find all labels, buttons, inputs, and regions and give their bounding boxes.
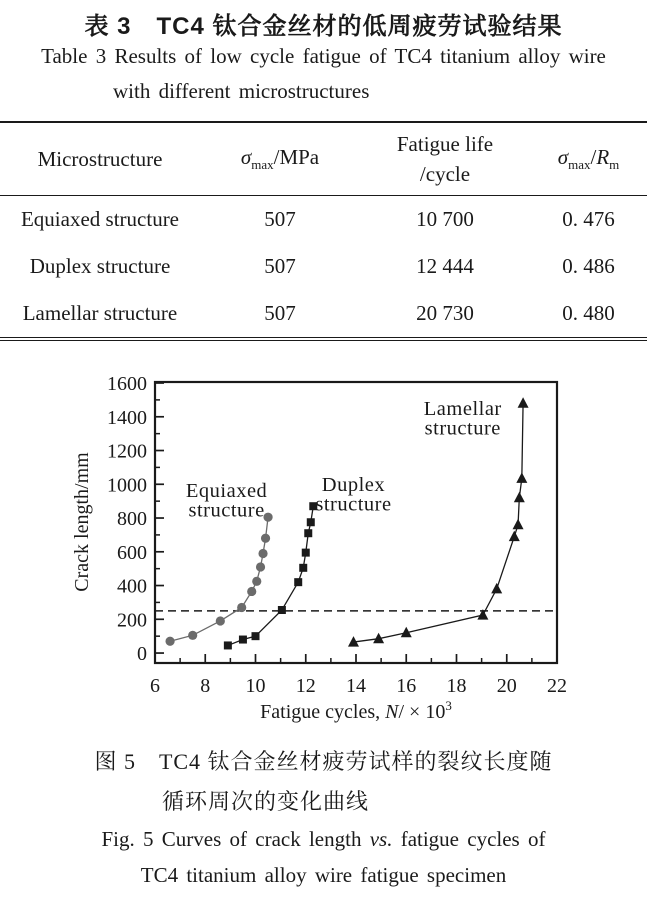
triangle-marker [509, 531, 520, 542]
cell-ratio: 0. 480 [562, 301, 615, 325]
cell-microstructure: Lamellar structure [22, 301, 178, 325]
table-title-en-line1: Table 3 Results of low cycle fatigue of TC4 titanium alloy wire [41, 44, 606, 68]
header-microstructure: Microstructure [37, 146, 163, 171]
figure-caption-zh-line2: 循环周次的变化曲线 [162, 789, 370, 814]
circle-marker [252, 577, 261, 586]
circle-marker [188, 631, 197, 640]
circle-marker [216, 616, 225, 625]
series-label: Lamellar structure [423, 398, 502, 440]
y-axis-label: Crack length/mm [71, 452, 93, 592]
cell-fatigue-life: 10 700 [416, 207, 474, 231]
caption-en-vs: vs. [369, 827, 393, 851]
square-marker [239, 636, 247, 644]
rm-symbol: R [596, 144, 610, 169]
square-marker [278, 606, 286, 614]
x-tick-label: 14 [346, 675, 366, 697]
cell-sigma-max: 507 [264, 207, 296, 231]
slash: / [590, 144, 597, 169]
cell-microstructure: Equiaxed structure [20, 207, 180, 231]
x-tick-label: 6 [150, 675, 160, 697]
results-table [0, 121, 647, 341]
crack-length-fatigue-chart [0, 350, 647, 735]
circle-marker [247, 587, 256, 596]
cell-ratio: 0. 476 [562, 207, 615, 231]
x-tick-label: 18 [446, 675, 467, 697]
square-marker [302, 549, 310, 557]
y-tick-label: 0 [137, 643, 147, 666]
header-fatigue-life [360, 129, 530, 189]
square-marker [294, 578, 302, 586]
circle-marker [258, 549, 267, 558]
y-tick-label: 1400 [107, 406, 147, 429]
sigma-symbol: σ [557, 144, 569, 169]
circle-marker [256, 562, 265, 571]
cell-microstructure: Duplex structure [29, 254, 171, 278]
circle-marker [165, 637, 174, 646]
triangle-marker [491, 583, 502, 594]
table-row [0, 243, 647, 290]
sigma-symbol: σ [240, 144, 252, 169]
series-label: Equiaxed structure [185, 479, 268, 522]
y-tick-label: 1600 [107, 373, 147, 396]
y-tick-label: 1200 [107, 440, 147, 463]
cell-fatigue-life: 20 730 [416, 301, 474, 325]
triangle-marker [516, 472, 527, 483]
figure-caption-zh-line1: 图 5 TC4 钛合金丝材疲劳试样的裂纹长度随 [94, 749, 553, 774]
x-tick-label: 12 [295, 675, 316, 697]
header-sigma-ratio [530, 145, 647, 173]
x-tick-label: 20 [496, 675, 517, 697]
circle-marker [263, 513, 272, 522]
rm-subscript: m [609, 157, 620, 173]
x-tick-label: 8 [200, 675, 211, 697]
circle-marker [261, 534, 270, 543]
cell-sigma-max: 507 [264, 254, 296, 278]
y-tick-label: 400 [117, 575, 147, 598]
header-sigma-max-mpa [200, 145, 360, 173]
x-axis-label: Fatigue cycles, $N/ \times 10^3$ [260, 698, 452, 723]
header-fatigue-life-line1: Fatigue life [396, 132, 494, 156]
square-marker [224, 641, 232, 649]
table-row [0, 290, 647, 337]
caption-en-suffix: fatigue cycles of [392, 827, 546, 851]
cell-fatigue-life: 12 444 [416, 254, 474, 278]
cell-sigma-max: 507 [264, 301, 296, 325]
table-title-zh: 表 3 TC4 钛合金丝材的低周疲劳试验结果 [84, 13, 563, 40]
x-tick-label: 10 [245, 675, 266, 697]
triangle-marker [513, 519, 524, 530]
caption-en-prefix: Fig. 5 Curves of crack length [101, 827, 370, 851]
sigma-subscript: max [568, 157, 591, 173]
table-title-en-line2: with different microstructures [113, 79, 370, 103]
y-tick-label: 600 [117, 541, 147, 564]
circle-marker [237, 603, 246, 612]
triangle-marker [514, 492, 525, 503]
square-marker [252, 632, 260, 640]
y-tick-label: 800 [117, 508, 147, 531]
square-marker [304, 529, 312, 537]
series-label: Duplex structure [315, 474, 392, 516]
sigma-unit: /MPa [273, 144, 320, 169]
y-tick-label: 200 [117, 609, 147, 632]
figure-caption-en-line2: TC4 titanium alloy wire fatigue specimen [140, 863, 507, 887]
y-tick-label: 1000 [107, 474, 147, 497]
square-marker [299, 564, 307, 572]
cell-ratio: 0. 486 [562, 254, 615, 278]
series-line [228, 506, 313, 645]
figure-caption-en-line1 [0, 827, 647, 852]
header-fatigue-life-line2: /cycle [419, 162, 471, 186]
table-header-row [0, 123, 647, 196]
sigma-subscript: max [251, 157, 274, 173]
x-tick-label: 16 [396, 675, 417, 697]
x-tick-label: 22 [547, 675, 567, 697]
table-row [0, 196, 647, 243]
triangle-marker [518, 397, 529, 408]
square-marker [307, 518, 315, 526]
